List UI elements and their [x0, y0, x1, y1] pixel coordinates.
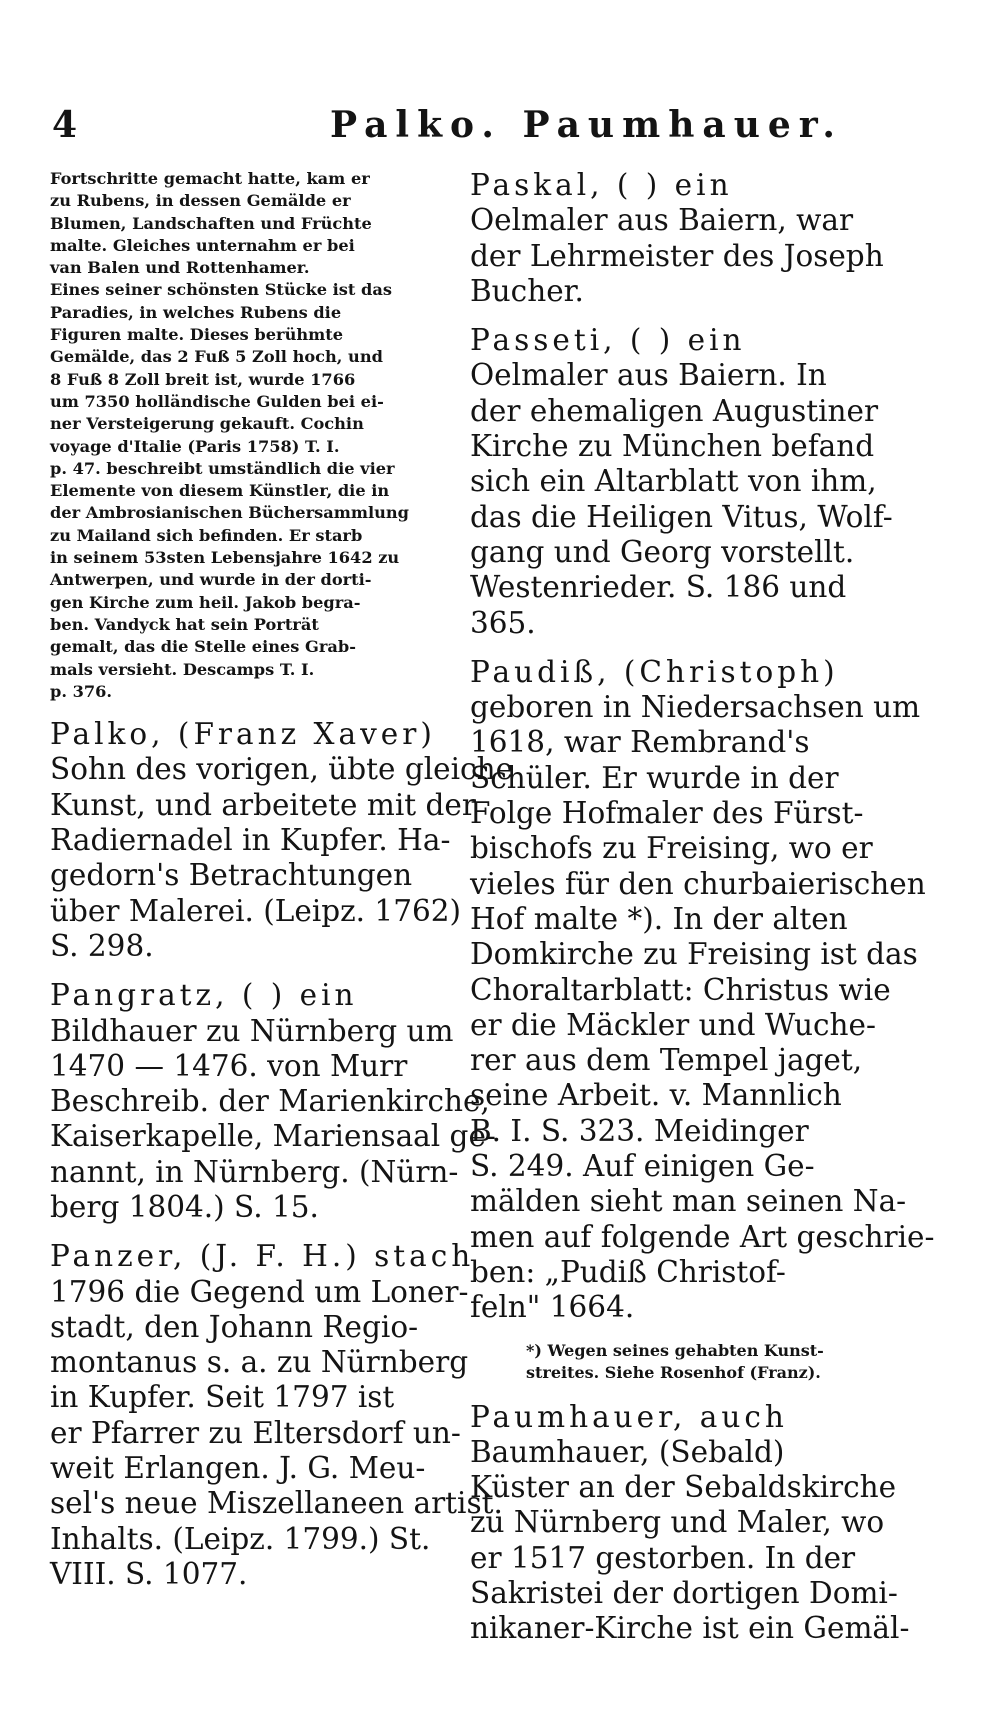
text-line: Kaiserkapelle, Mariensaal ge- [50, 1119, 496, 1154]
text-line: bischofs zu Freising, wo er [470, 831, 873, 866]
text-line: zu Nürnberg und Maler, wo [470, 1505, 885, 1540]
entry-paudiss [470, 654, 935, 1326]
text-line: sel's neue Miszellaneen artist. [50, 1486, 503, 1521]
text-line: nikaner-Kirche ist ein Gemäl- [470, 1611, 910, 1646]
text-line: Fortschritte gemacht hatte, kam er [50, 169, 370, 188]
text-line: VIII. S. 1077. [50, 1556, 248, 1591]
text-line: Paradies, in welches Rubens die [50, 302, 342, 322]
text-line: er Pfarrer zu Eltersdorf un- [50, 1415, 461, 1450]
text-line: streites. Siehe Rosenhof (Franz). [526, 1362, 821, 1382]
entry-headline: Paumhauer, auch [470, 1399, 788, 1434]
text-line: Antwerpen, und wurde in der dorti- [50, 570, 372, 590]
entry-headline: Palko, (Franz Xaver) [50, 717, 436, 752]
text-line: Oelmaler aus Baiern. In [470, 358, 827, 393]
text-line: gen Kirche zum heil. Jakob begra- [50, 592, 361, 612]
text-line: Radiernadel in Kupfer. Ha- [50, 823, 451, 858]
text-line: Gemälde, das 2 Fuß 5 Zoll hoch, und [50, 347, 383, 367]
text-line: Küster an der Sebaldskirche [470, 1470, 897, 1505]
text-line: p. 47. beschreibt umständlich die vier [50, 458, 395, 478]
entry-panzer [50, 1239, 503, 1592]
text-line: *) Wegen seines gehabten Kunst- [526, 1340, 824, 1360]
running-title: Palko. Paumhauer. [330, 104, 843, 146]
text-line: Bucher. [470, 273, 584, 308]
text-line: B. I. S. 323. Meidinger [470, 1113, 809, 1148]
text-line: mals versieht. Descamps T. I. [50, 659, 315, 679]
text-line: S. 298. [50, 928, 154, 963]
text-line: Inhalts. (Leipz. 1799.) St. [50, 1521, 431, 1556]
text-line: berg 1804.) S. 15. [50, 1189, 319, 1224]
text-line: zu Rubens, in dessen Gemälde er [50, 191, 351, 211]
text-line: sich ein Altarblatt von ihm, [470, 464, 877, 499]
text-line: 365. [470, 605, 536, 640]
text-line: Eines seiner schönsten Stücke ist das [50, 280, 392, 300]
entry-headline: Panzer, (J. F. H.) stach [50, 1239, 475, 1274]
text-line: Baumhauer, (Sebald) [470, 1434, 785, 1469]
text-line: 1470 — 1476. von Murr [50, 1048, 408, 1083]
text-line: zu Mailand sich befinden. Er starb [50, 525, 363, 545]
footnote [526, 1340, 862, 1384]
entry-headline: Paudiß, (Christoph) [470, 654, 839, 689]
text-line: Oelmaler aus Baiern, war [470, 203, 854, 238]
text-line: er 1517 gestorben. In der [470, 1540, 856, 1575]
entry-headline: Pangratz, ( ) ein [50, 978, 358, 1013]
right-column [470, 168, 935, 1661]
text-line: Schüler. Er wurde in der [470, 760, 839, 795]
text-line: S. 249. Auf einigen Ge- [470, 1149, 815, 1184]
text-line: über Malerei. (Leipz. 1762) [50, 893, 462, 928]
text-line: Beschreib. der Marienkirche, [50, 1084, 490, 1119]
text-line: 1796 die Gegend um Loner- [50, 1274, 469, 1309]
text-line: 1618, war Rembrand's [470, 725, 810, 760]
text-line: er die Mäckler und Wuche- [470, 1007, 876, 1042]
text-line: nannt, in Nürnberg. (Nürn- [50, 1154, 459, 1189]
text-line: mälden sieht man seinen Na- [470, 1184, 907, 1219]
entry-headline: Paskal, ( ) ein [470, 168, 733, 202]
entry-passeti [470, 323, 893, 641]
entry-paolo-continued [50, 168, 438, 703]
text-line: Figuren malte. Dieses berühmte [50, 325, 344, 345]
text-line: das die Heiligen Vitus, Wolf- [470, 499, 893, 534]
page-number: 4 [52, 104, 82, 146]
text-line: der Ambrosianischen Büchersammlung [50, 503, 409, 523]
text-line: der Lehrmeister des Joseph [470, 238, 884, 273]
text-line: in seinem 53sten Lebensjahre 1642 zu [50, 548, 400, 568]
text-line: gang und Georg vorstellt. [470, 534, 855, 569]
text-line: vieles für den churbaierischen [470, 866, 926, 901]
entry-paumhauer [470, 1399, 910, 1647]
text-line: weit Erlangen. J. G. Meu- [50, 1451, 426, 1486]
text-line: montanus s. a. zu Nürnberg [50, 1345, 469, 1380]
text-line: geboren in Niedersachsen um [470, 690, 921, 725]
text-line: 8 Fuß 8 Zoll breit ist, wurde 1766 [50, 369, 356, 389]
text-line: ben: „Pudiß Christof- [470, 1254, 786, 1289]
text-line: Choraltarblatt: Christus wie [470, 972, 891, 1007]
text-line: men auf folgende Art geschrie- [470, 1219, 935, 1254]
text-line: ner Versteigerung gekauft. Cochin [50, 414, 364, 434]
text-line: Blumen, Landschaften und Früchte [50, 213, 372, 233]
text-line: stadt, den Johann Regio- [50, 1309, 419, 1344]
text-line: malte. Gleiches unternahm er bei [50, 235, 355, 255]
text-line: der ehemaligen Augustiner [470, 393, 879, 428]
text-line: seine Arbeit. v. Mannlich [470, 1078, 842, 1113]
text-line: Domkirche zu Freising ist das [470, 937, 918, 972]
text-line: ben. Vandyck hat sein Porträt [50, 614, 319, 634]
text-line: van Balen und Rottenhamer. [50, 258, 310, 278]
entry-palko [50, 717, 514, 964]
text-line: feln" 1664. [470, 1290, 635, 1325]
text-line: Folge Hofmaler des Fürst- [470, 796, 864, 831]
text-line: gemalt, das die Stelle eines Grab- [50, 637, 356, 657]
text-line: rer aus dem Tempel jaget, [470, 1043, 863, 1078]
text-line: Kirche zu München befand [470, 429, 875, 464]
entry-paskal [470, 168, 884, 309]
text-line: Sakristei der dortigen Domi- [470, 1575, 898, 1610]
text-line: Sohn des vorigen, übte gleiche [50, 752, 514, 787]
entry-pangratz [50, 978, 496, 1225]
text-line: Kunst, und arbeitete mit der [50, 787, 476, 822]
entry-headline: Passeti, ( ) ein [470, 323, 746, 358]
text-line: Hof malte *). In der alten [470, 901, 848, 936]
text-line: voyage d'Italie (Paris 1758) T. I. [50, 436, 340, 456]
text-line: um 7350 holländische Gulden bei ei- [50, 391, 384, 411]
text-line: in Kupfer. Seit 1797 ist [50, 1380, 395, 1415]
text-line: Elemente von diesem Künstler, die in [50, 481, 390, 501]
text-line: gedorn's Betrachtungen [50, 858, 413, 893]
text-line: Westenrieder. S. 186 und [470, 570, 847, 605]
text-line: Bildhauer zu Nürnberg um [50, 1013, 454, 1048]
text-line: p. 376. [50, 681, 113, 701]
